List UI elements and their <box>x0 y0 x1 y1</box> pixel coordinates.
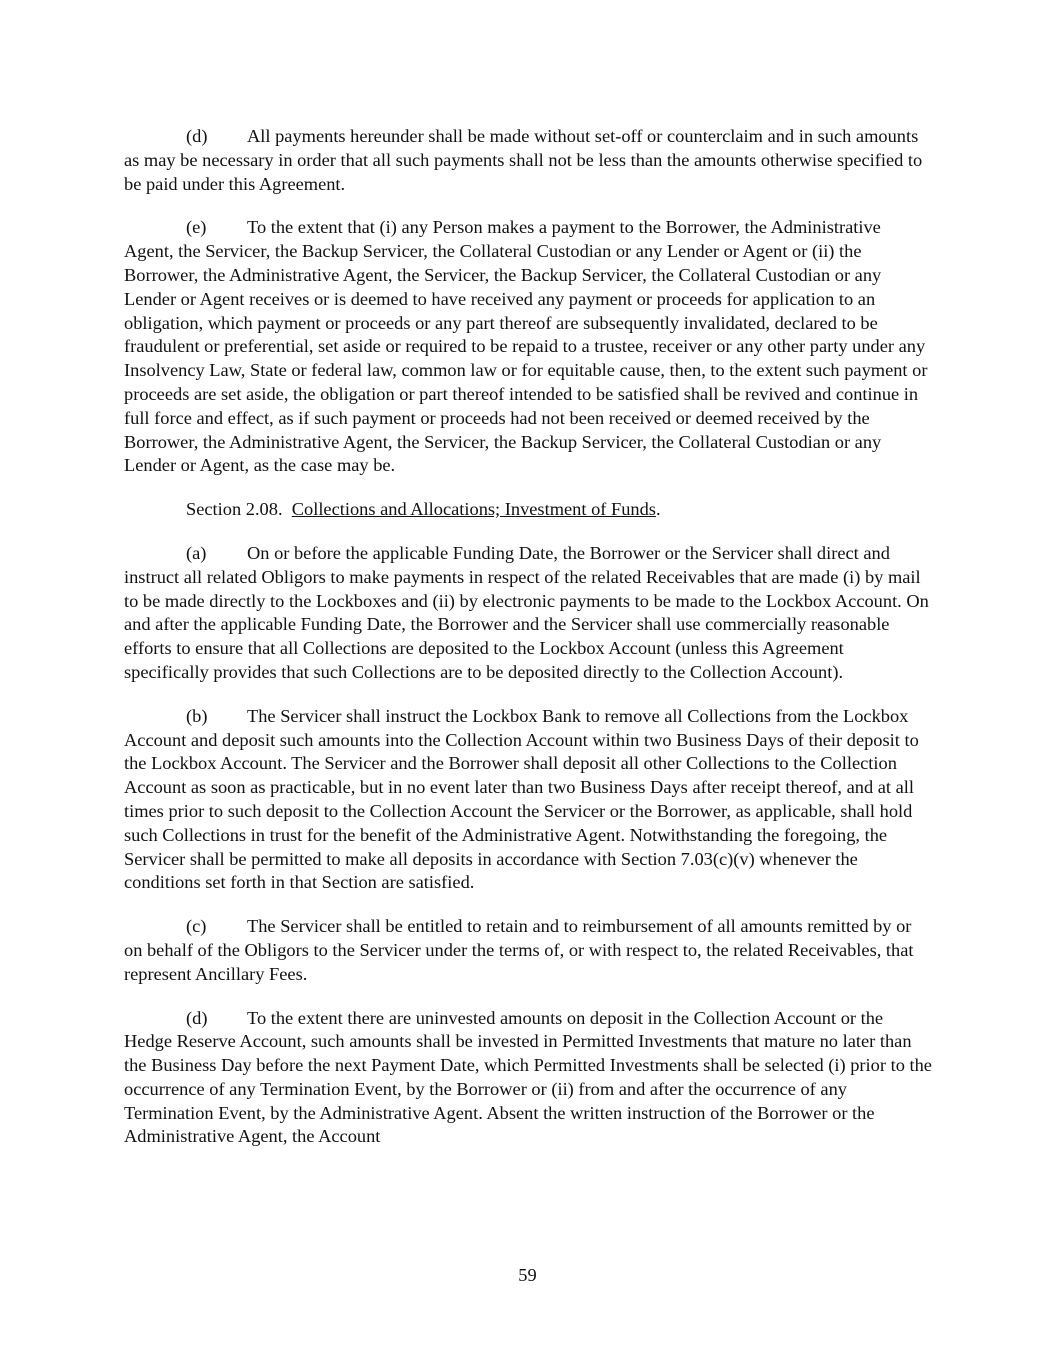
section-title: Collections and Allocations; Investment of Funds <box>291 499 656 520</box>
paragraph-marker: (a) <box>186 542 207 563</box>
section-title-period: . <box>655 499 661 520</box>
page-number: 59 <box>518 1265 537 1285</box>
paragraph-marker: (d) <box>186 1007 208 1028</box>
paragraph-text: On or before the applicable Funding Date, the Borrower or the Servicer shall direct and instruct all related Obligors to make payments in respect of the related Receivables that are made (i) by mail to be made directly to the Lockboxes and (ii) by electronic payments to be made to the Lockbox Account. On and after the applicable Funding Date, the Borrower and the Servicer shall use commercially reasonable efforts to ensure that all Collections are deposited to the Lockbox Account (unless this Agreement specifically provides that such Collections are to be deposited directly to the Collection Account). <box>124 542 929 682</box>
paragraph-marker: (e) <box>186 217 207 238</box>
paragraph-b-lockbox-bank <box>124 705 932 895</box>
paragraph-text: The Servicer shall be entitled to retain and to reimbursement of all amounts remitted by or on behalf of the Obligors to the Servicer under the terms of, or with respect to, the related Receivables, that represent Ancillary Fees. <box>124 916 914 984</box>
paragraph-d-uninvested-amounts <box>124 1007 932 1150</box>
paragraph-d-payments <box>124 125 932 196</box>
paragraph-c-ancillary-fees <box>124 915 932 986</box>
paragraph-e-invalidated-payments <box>124 216 932 478</box>
section-number: Section 2.08. <box>186 499 283 520</box>
paragraph-marker: (b) <box>186 705 208 726</box>
paragraph-marker: (d) <box>186 126 208 146</box>
paragraph-text: To the extent there are uninvested amounts on deposit in the Collection Account or the Hedge Reserve Account, such amounts shall be invested in Permitted Investments that mature no later than the Business Day before the next Payment Date, which Permitted Investments shall be selected (i) prior to the occurrence of any Termination Event, by the Borrower or (ii) from and after the occurrence of any Termination Event, by the Administrative Agent. Absent the written instruction of the Borrower or the Administrative Agent, the Account <box>124 1007 932 1147</box>
document-page <box>124 125 932 1169</box>
section-heading <box>124 498 932 522</box>
paragraph-text: All payments hereunder shall be made without set-off or counterclaim and in such amounts as may be necessary in order that all such payments shall not be less than the amounts otherwise specified to be paid under this Agreement. <box>124 126 923 194</box>
paragraph-a-funding-date <box>124 542 932 685</box>
paragraph-text: To the extent that (i) any Person makes a payment to the Borrower, the Administrative Agent, the Servicer, the Backup Servicer, the Collateral Custodian or any Lender or Agent or (ii) the Borrower, the Administrative Agent, the Servicer, the Backup Servicer, the Collateral Custodian or any Lender or Agent receives or is deemed to have received any payment or proceeds for application to an obligation, which payment or proceeds or any part thereof are subsequently invalidated, declared to be fraudulent or preferential, set aside or required to be repaid to a trustee, receiver or any other party under any Insolvency Law, State or federal law, common law or for equitable cause, then, to the extent such payment or proceeds are set aside, the obligation or part thereof intended to be satisfied shall be revived and continue in full force and effect, as if such payment or proceeds had not been received or deemed received by the Borrower, the Administrative Agent, the Servicer, the Backup Servicer, the Collateral Custodian or any Lender or Agent, as the case may be. <box>124 217 928 476</box>
paragraph-marker: (c) <box>186 916 207 937</box>
paragraph-text: The Servicer shall instruct the Lockbox Bank to remove all Collections from the Lockbox Account and deposit such amounts into the Collection Account within two Business Days of their deposit to the Lockbox Account. The Servicer and the Borrower shall deposit all other Collections to the Collection Account as soon as practicable, but in no event later than two Business Days after receipt thereof, and at all times prior to such deposit to the Collection Account the Servicer or the Borrower, as applicable, shall hold such Collections in trust for the benefit of the Administrative Agent. Notwithstanding the foregoing, the Servicer shall be permitted to make all deposits in accordance with Section 7.03(c)(v) whenever the conditions set forth in that Section are satisfied. <box>124 705 919 893</box>
